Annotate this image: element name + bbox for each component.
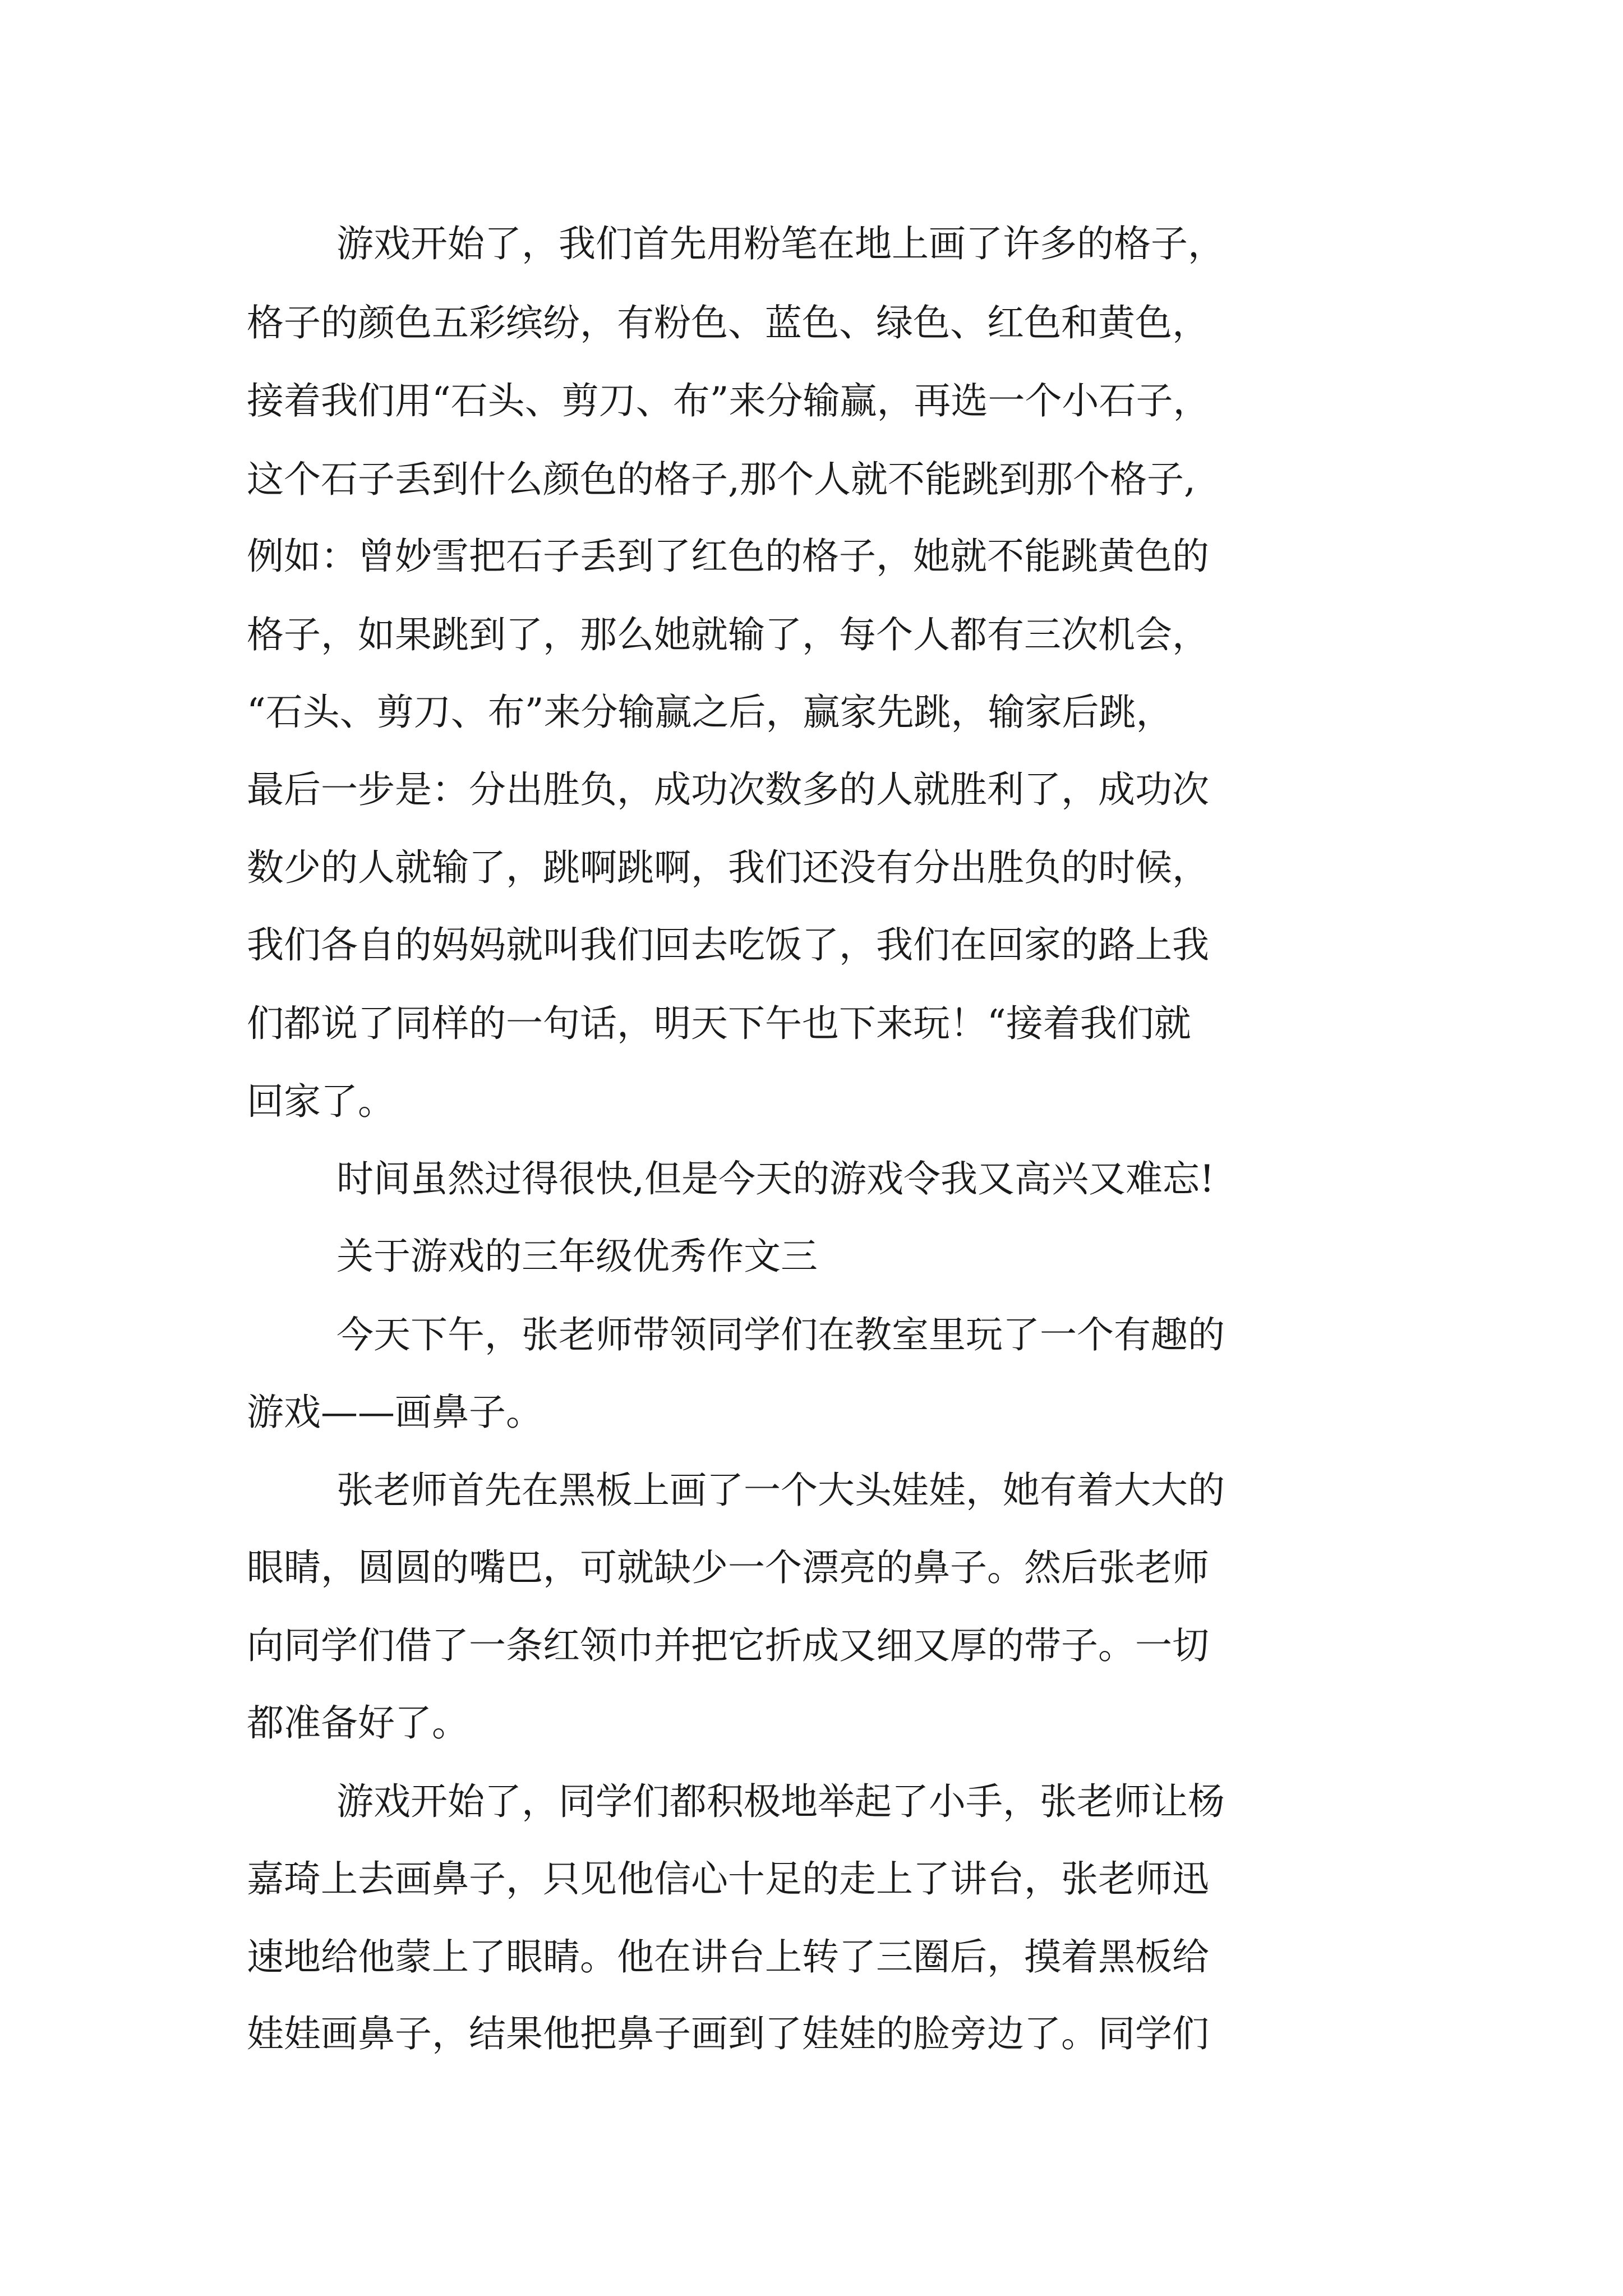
text-line: “石头、剪刀、布”来分输赢之后，赢家先跳，输家后跳，	[247, 691, 1173, 734]
text-line: 游戏开始了，同学们都积极地举起了小手，张老师让杨	[336, 1780, 1225, 1823]
text-line: 格子的颜色五彩缤纷，有粉色、蓝色、绿色、红色和黄色，	[247, 301, 1209, 344]
text-line: 都准备好了。	[247, 1701, 469, 1745]
text-line: 游戏——画鼻子。	[247, 1391, 543, 1434]
text-line: 眼睛，圆圆的嘴巴，可就缺少一个漂亮的鼻子。然后张老师	[247, 1546, 1209, 1589]
text-line: 时间虽然过得很快,但是今天的游戏令我又高兴又难忘!	[336, 1157, 1215, 1200]
text-line: 这个石子丢到什么颜色的格子,那个人就不能跳到那个格子,	[247, 458, 1196, 501]
text-line: 我们各自的妈妈就叫我们回去吃饭了，我们在回家的路上我	[247, 923, 1209, 967]
text-line: 速地给他蒙上了眼睛。他在讲台上转了三圈后，摸着黑板给	[247, 1935, 1209, 1978]
section-heading: 关于游戏的三年级优秀作文三	[336, 1235, 818, 1278]
text-line: 向同学们借了一条红领巾并把它折成又细又厚的带子。一切	[247, 1624, 1209, 1667]
text-line: 今天下午，张老师带领同学们在教室里玩了一个有趣的	[336, 1313, 1225, 1356]
text-line: 回家了。	[247, 1080, 395, 1123]
text-line: 最后一步是：分出胜负，成功次数多的人就胜利了，成功次	[247, 768, 1209, 811]
text-line: 张老师首先在黑板上画了一个大头娃娃，她有着大大的	[336, 1469, 1225, 1512]
text-line: 娃娃画鼻子，结果他把鼻子画到了娃娃的脸旁边了。同学们	[247, 2012, 1209, 2055]
text-line: 数少的人就输了，跳啊跳啊，我们还没有分出胜负的时候，	[247, 846, 1209, 889]
text-line: 嘉琦上去画鼻子，只见他信心十足的走上了讲台，张老师迅	[247, 1857, 1209, 1901]
text-line: 例如：曾妙雪把石子丢到了红色的格子，她就不能跳黄色的	[247, 535, 1209, 578]
text-line: 们都说了同样的一句话，明天下午也下来玩！“接着我们就	[247, 1002, 1191, 1045]
text-line: 接着我们用“石头、剪刀、布”来分输赢，再选一个小石子，	[247, 379, 1210, 422]
text-line: 格子，如果跳到了，那么她就输了，每个人都有三次机会，	[247, 613, 1209, 656]
text-line: 游戏开始了，我们首先用粉笔在地上画了许多的格子，	[336, 222, 1225, 265]
